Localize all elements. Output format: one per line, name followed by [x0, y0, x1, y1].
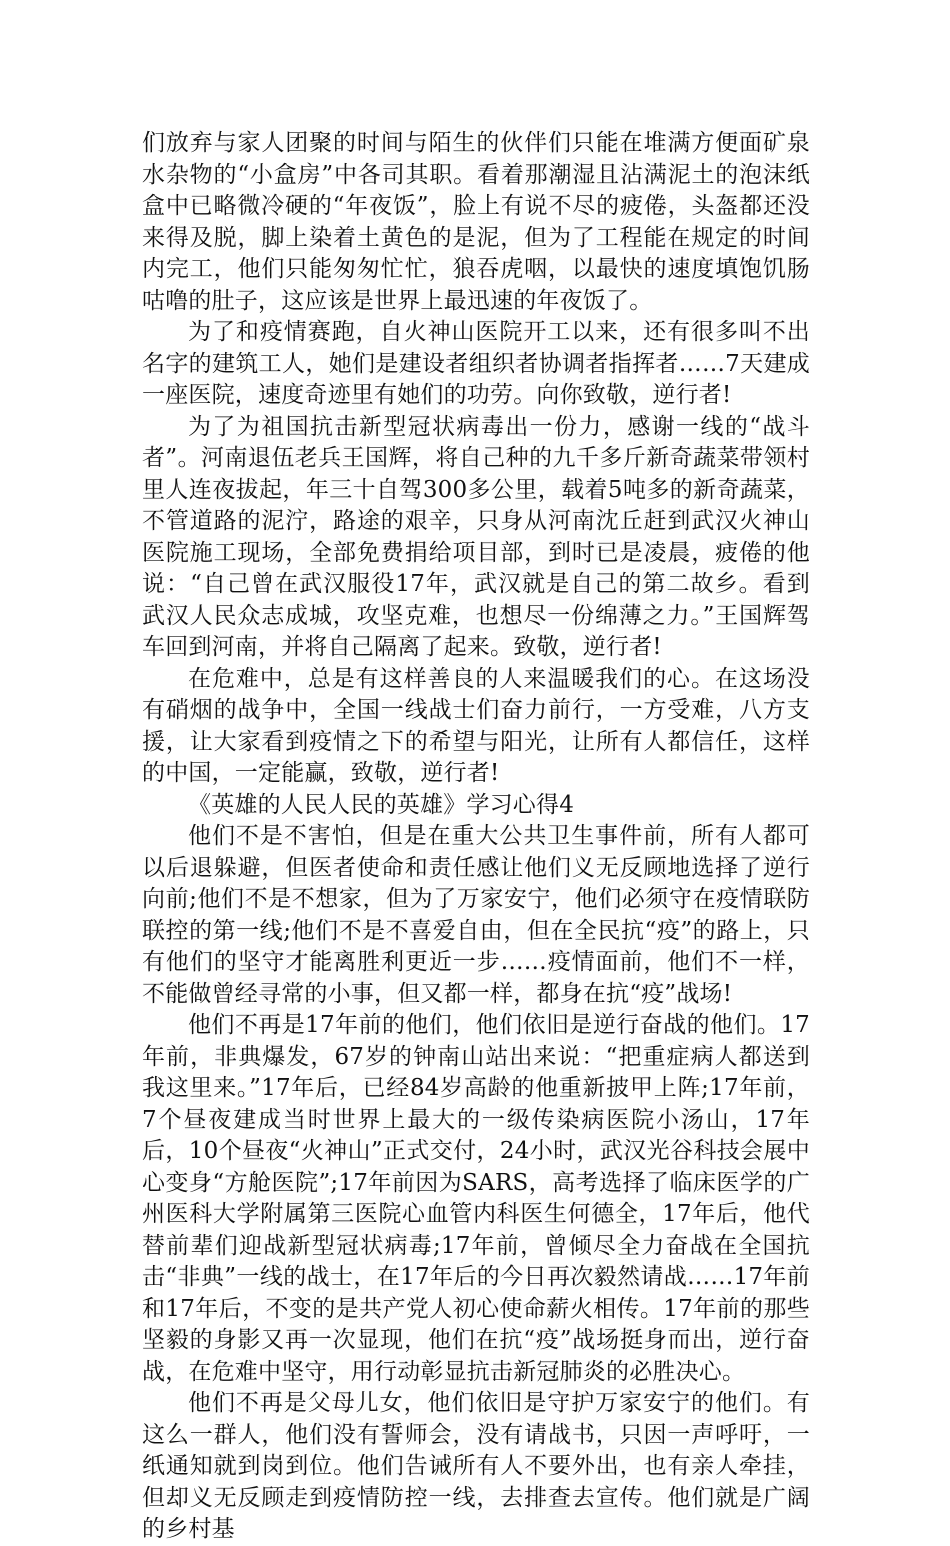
paragraph: 他们不再是17年前的他们，他们依旧是逆行奋战的他们。17年前，非典爆发，67岁的钟南山站出来说：“把重症病人都送到我这里来。”17年后，已经84岁高龄的他重新披甲上阵;17年前，7个昼夜建成当时世界上最大的一级传染病医院小汤山，17年后，10个昼夜“火神山”正式交付，24小时，武汉光谷科技会展中心变身“方舱医院”;17年前因为SARS，高考选择了临床医学的广州医科大学附属第三医院心血管内科医生何德全，17年后，他代替前辈们迎战新型冠状病毒;17年前，曾倾尽全力奋战在全国抗击“非典”一线的战士，在17年后的今日再次毅然请战……17年前和17年后，不变的是共产党人初心使命薪火相传。17年前的那些坚毅的身影又再一次显现，他们在抗“疫”战场挺身而出，逆行奋战，在危难中坚守，用行动彰显抗击新冠肺炎的必胜决心。: [142, 1012, 810, 1385]
section-heading: 《英雄的人民人民的英雄》学习心得4: [188, 791, 575, 818]
paragraph: 他们不再是父母儿女，他们依旧是守护万家安宁的他们。有这么一群人，他们没有誓师会，没有请战书，只因一声呼吁，一纸通知就到岗到位。他们告诫所有人不要外出，也有亲人牵挂，但却义无反顾走到疫情防控一线，去排查去宣传。他们就是广阔的乡村基: [142, 1390, 810, 1542]
paragraph: 在危难中，总是有这样善良的人来温暖我们的心。在这场没有硝烟的战争中，全国一线战士们奋力前行，一方受难，八方支援，让大家看到疫情之下的希望与阳光，让所有人都信任，这样的中国，一定能赢，致敬，逆行者!: [142, 665, 810, 786]
document-body: [142, 128, 810, 1546]
paragraph: 为了和疫情赛跑，自火神山医院开工以来，还有很多叫不出名字的建筑工人，她们是建设者组织者协调者指挥者……7天建成一座医院，速度奇迹里有她们的功劳。向你致敬，逆行者!: [142, 319, 810, 408]
paragraph: 为了为祖国抗击新型冠状病毒出一份力，感谢一线的“战斗者”。河南退伍老兵王国辉，将自己种的九千多斤新奇蔬菜带领村里人连夜拔起，年三十自驾300多公里，载着5吨多的新奇蔬菜，不管道路的泥泞，路途的艰辛，只身从河南沈丘赶到武汉火神山医院施工现场，全部免费捐给项目部，到时已是凌晨，疲倦的他说：“自己曾在武汉服役17年，武汉就是自己的第二故乡。看到武汉人民众志成城，攻坚克难，也想尽一份绵薄之力。”王国辉驾车回到河南，并将自己隔离了起来。致敬，逆行者!: [142, 413, 810, 660]
paragraph: 他们不是不害怕，但是在重大公共卫生事件前，所有人都可以后退躲避，但医者使命和责任感让他们义无反顾地选择了逆行向前;他们不是不想家，但为了万家安宁，他们必须守在疫情联防联控的第一线;他们不是不喜爱自由，但在全民抗“疫”的路上，只有他们的坚守才能离胜利更近一步……疫情面前，他们不一样，不能做曾经寻常的小事，但又都一样，都身在抗“疫”战场!: [142, 823, 810, 1007]
paragraph-continued: 们放弃与家人团聚的时间与陌生的伙伴们只能在堆满方便面矿泉水杂物的“小盒房”中各司其职。看着那潮湿且沾满泥土的泡沫纸盒中已略微冷硬的“年夜饭”，脸上有说不尽的疲倦，头盔都还没来得及脱，脚上染着土黄色的是泥，但为了工程能在规定的时间内完工，他们只能匆匆忙忙，狼吞虎咽，以最快的速度填饱饥肠咕噜的肚子，这应该是世界上最迅速的年夜饭了。: [142, 130, 810, 314]
